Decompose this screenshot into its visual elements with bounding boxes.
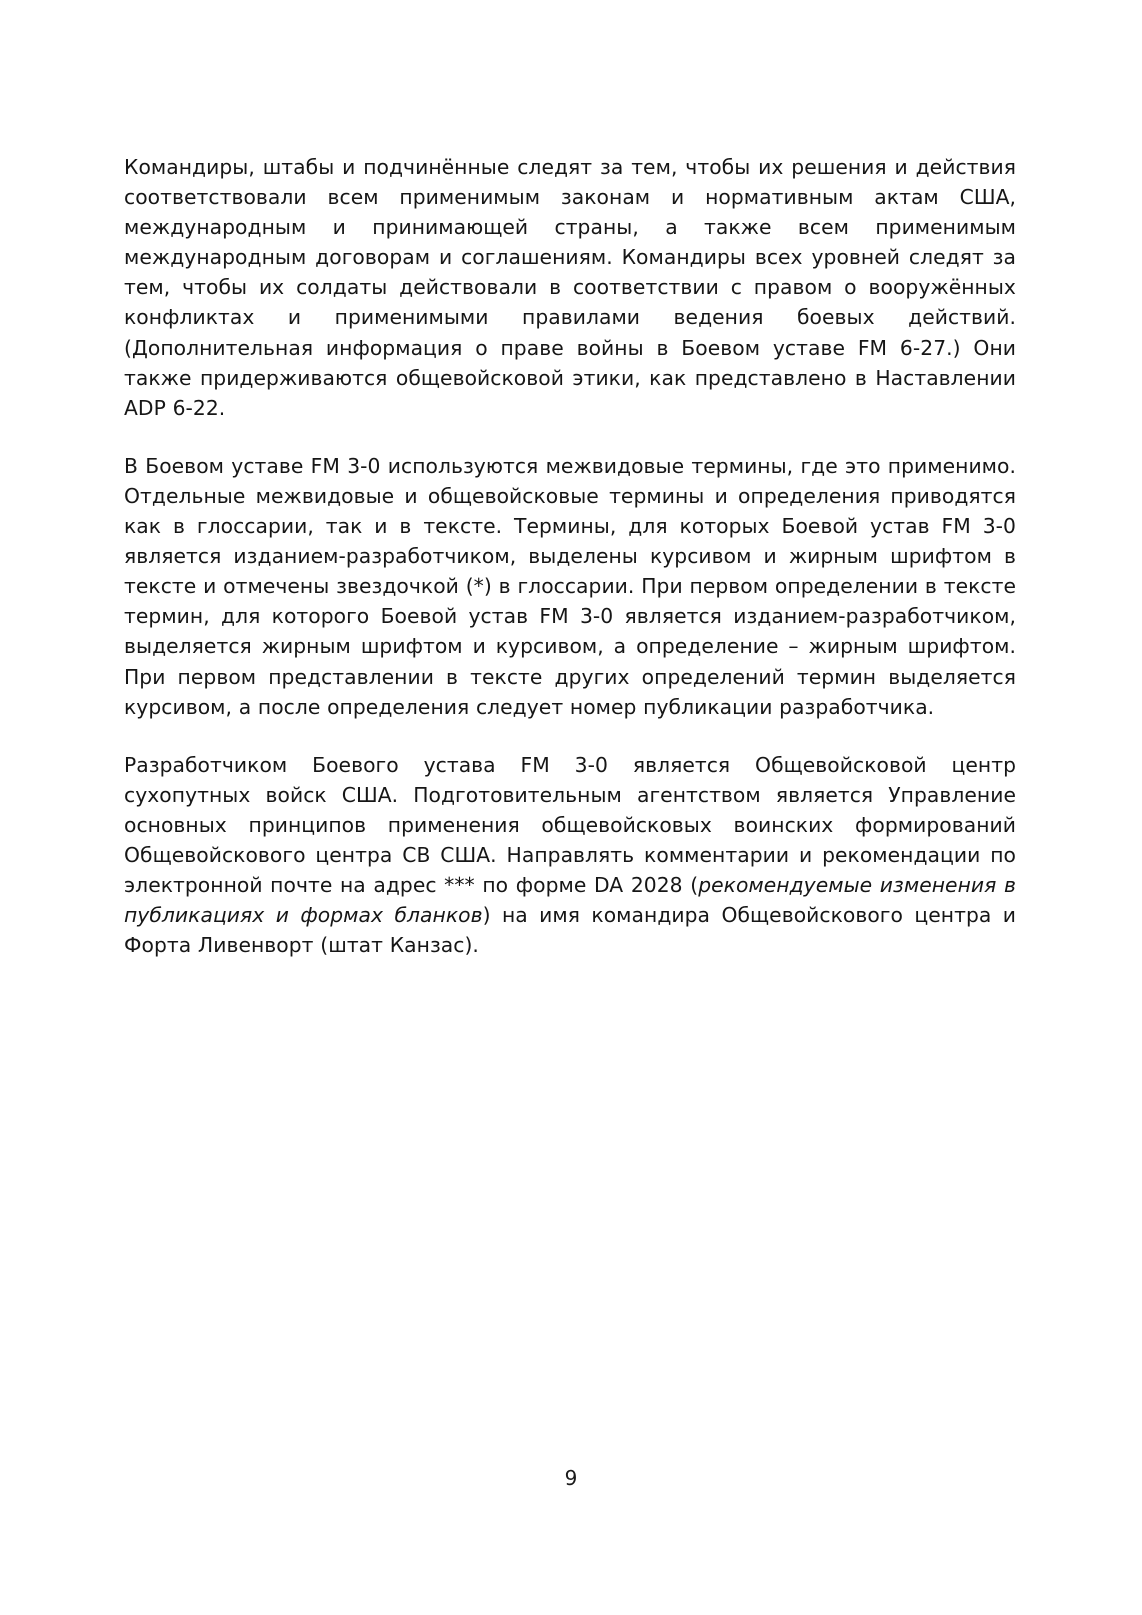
paragraph-proponent bbox=[124, 750, 1016, 961]
paragraph-legal-compliance bbox=[124, 152, 1016, 423]
paragraph-run-text: Разработчиком Боевого устава FM 3-0 является Общевойсковой центр сухопутных войск США. Подготовительным агентством является Управление основных принципов применения общевойсковых воинских формирований Общевойскового центра СВ США. Направлять комментарии и рекомендации по электронной почте на адрес *** по форме DA 2028 ( bbox=[124, 752, 1016, 898]
paragraph-run-italic-form-title: рекомендуемые изменения в публикациях и формах бланков bbox=[124, 873, 1016, 928]
page-number: 9 bbox=[564, 1466, 578, 1490]
paragraph-joint-terms bbox=[124, 451, 1016, 722]
paragraph-run-text-tail: ) на имя командира Общевойскового центра и Форта Ливенворт (штат Канзас). bbox=[124, 903, 1016, 958]
paragraph-run-text: В Боевом уставе FM 3-0 используются межвидовые термины, где это применимо. Отдельные межвидовые и общевойсковые термины и определения приводятся как в глоссарии, так и в тексте. Термины, для которых Боевой устав FM 3-0 является изданием-разработчиком, выделены курсивом и жирным шрифтом в тексте и отмечены звездочкой (*) в глоссарии. При первом определении в тексте термин, для которого Боевой устав FM 3-0 является изданием-разработчиком, выделяется жирным шрифтом и курсивом, а определение – жирным шрифтом. При первом представлении в тексте других определений термин выделяется курсивом, а после определения следует номер публикации разработчика. bbox=[124, 453, 1016, 719]
page-body-text bbox=[124, 152, 1016, 960]
paragraph-run-text: Командиры, штабы и подчинённые следят за тем, чтобы их решения и действия соответствовали всем применимым законам и нормативным актам США, международным и принимающей страны, а также всем применимым международным договорам и соглашениям. Командиры всех уровней следят за тем, чтобы их солдаты действовали в соответствии с правом о вооружённых конфликтах и применимыми правилами ведения боевых действий. (Дополнительная информация о праве войны в Боевом уставе FM 6-27.) Они также придерживаются общевойсковой этики, как представлено в Наставлении ADP 6-22. bbox=[124, 155, 1016, 420]
